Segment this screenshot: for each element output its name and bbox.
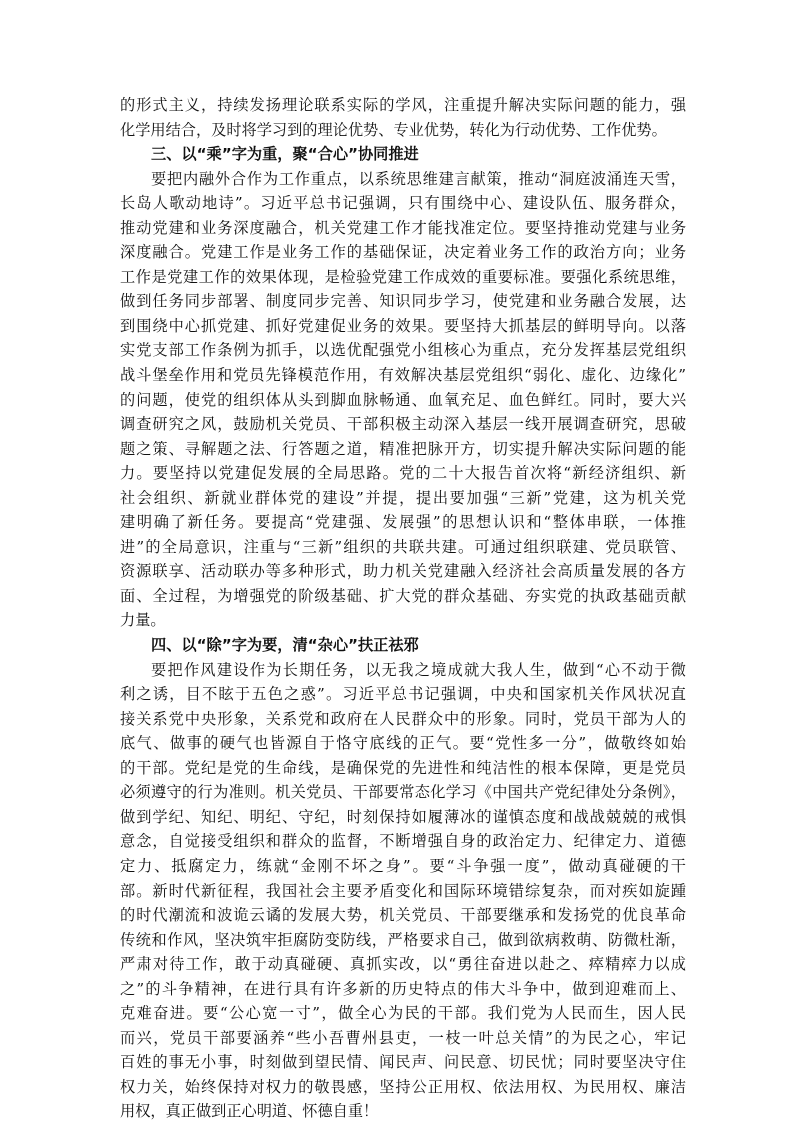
body-text-line: 社会组织、新就业群体党的建设”并提，提出要加强“三新”党建，这为机关党 [120, 488, 686, 507]
body-text-line: 工作是党建工作的效果体现，是检验党建工作成效的重要标准。要强化系统思维， [120, 267, 686, 286]
body-text-line: 的干部。党纪是党的生命线，是确保党的先进性和纯洁性的根本保障，更是党员 [120, 758, 686, 777]
body-text-line: 严肃对待工作，敢于动真碰硬、真抓实改，以“勇往奋进以赴之、瘁精瘁力以成 [120, 955, 686, 974]
body-text-line: 推动党建和业务深度融合，机关党建工作才能找准定位。要坚持推动党建与业务 [120, 218, 686, 237]
document-page [120, 93, 686, 1124]
body-text-line: 利之诱，目不眩于五色之惑”。习近平总书记强调，中央和国家机关作风状况直 [120, 685, 686, 704]
body-text-line: 的问题，使党的组织体从头到脚血脉畅通、血氧充足、血色鲜红。同时，要大兴 [120, 390, 686, 409]
body-text-line: 之”的斗争精神，在进行具有许多新的历史特点的伟大斗争中，做到迎难而上、 [120, 979, 686, 998]
body-text-line: 要把内融外合作为工作重点，以系统思维建言献策，推动“洞庭波涌连天雪， [151, 169, 686, 188]
body-text-line: 深度融合。党建工作是业务工作的基础保证，决定着业务工作的政治方向；业务 [120, 243, 686, 262]
body-text-line: 克难奋进。要“公心宽一寸”，做全心为民的干部。我们党为人民而生，因人民 [120, 1004, 686, 1023]
body-text-line: 实党支部工作条例为抓手，以选优配强党小组核心为重点，充分发挥基层党组织 [120, 341, 686, 360]
body-text-line: 接关系党中央形象，关系党和政府在人民群众中的形象。同时，党员干部为人的 [120, 709, 686, 728]
body-text-line: 做到任务同步部署、制度同步完善、知识同步学习，使党建和业务融合发展，达 [120, 292, 686, 311]
section-heading-3: 三、以“乘”字为重，聚“合心”协同推进 [151, 145, 419, 164]
body-text-line: 战斗堡垒作用和党员先锋模范作用，有效解决基层党组织“弱化、虚化、边缘化” [120, 366, 686, 385]
body-text-line: 百姓的事无小事，时刻做到望民情、闻民声、问民意、切民忧；同时要坚决守住 [120, 1053, 686, 1072]
body-text-line: 的时代潮流和波诡云谲的发展大势，机关党员、干部要继承和发扬党的优良革命 [120, 906, 686, 925]
body-text-line: 权力关，始终保持对权力的敬畏感，坚持公正用权、依法用权、为民用权、廉洁 [120, 1077, 686, 1096]
body-text-line: 调查研究之风，鼓励机关党员、干部积极主动深入基层一线开展调查研究，思破 [120, 415, 686, 434]
body-text-line: 资源联享、活动联办等多种形式，助力机关党建融入经济社会高质量发展的各方 [120, 562, 686, 581]
body-text-line: 定力、抵腐定力，练就“金刚不坏之身”。要“斗争强一度”，做动真碰硬的干 [120, 856, 686, 875]
body-text-line: 力量。 [120, 611, 166, 630]
body-text-line: 建明确了新任务。要提高“党建强、发展强”的思想认识和“整体串联，一体推 [120, 513, 686, 532]
body-text-line: 必须遵守的行为准则。机关党员、干部要常态化学习《中国共产党纪律处分条例》， [120, 783, 686, 802]
section-heading-4: 四、以“除”字为要，清“杂心”扶正祛邪 [151, 636, 419, 655]
body-text-line: 进”的全局意识，注重与“三新”组织的共联共建。可通过组织联建、党员联管、 [120, 537, 686, 556]
body-text-line: 力。要坚持以党建促发展的全局思路。党的二十大报告首次将“新经济组织、新 [120, 464, 686, 483]
body-text-line: 传统和作风，坚决筑牢拒腐防变防线，严格要求自己，做到欲病救萌、防微杜渐， [120, 930, 686, 949]
body-text-line: 意念，自觉接受组织和群众的监督，不断增强自身的政治定力、纪律定力、道德 [120, 832, 686, 851]
body-text-line: 的形式主义，持续发扬理论联系实际的学风，注重提升解决实际问题的能力，强 [120, 96, 686, 114]
body-text-line: 化学用结合，及时将学习到的理论优势、专业优势，转化为行动优势、工作优势。 [120, 120, 667, 139]
body-text-line: 做到学纪、知纪、明纪、守纪，时刻保持如履薄冰的谨慎态度和战战兢兢的戒惧 [120, 807, 686, 826]
body-text-line: 面、全过程，为增强党的阶级基础、扩大党的群众基础、夯实党的执政基础贡献 [120, 586, 686, 605]
body-text-line: 要把作风建设作为长期任务，以无我之境成就大我人生，做到“心不动于微 [151, 660, 686, 679]
body-text-line: 而兴，党员干部要涵养“些小吾曹州县吏，一枝一叶总关情”的为民之心，牢记 [120, 1028, 686, 1047]
body-text-line: 长岛人歌动地诗”。习近平总书记强调，只有围绕中心、建设队伍、服务群众， [120, 194, 686, 213]
body-text-line: 题之策、寻解题之法、行答题之道，精准把脉开方，切实提升解决实际问题的能 [120, 439, 686, 458]
body-text-line: 用权，真正做到正心明道、怀德自重！ [120, 1102, 379, 1121]
body-text-line: 部。新时代新征程，我国社会主要矛盾变化和国际环境错综复杂，而对疾如旋踵 [120, 881, 686, 900]
body-text-line: 底气、做事的硬气也皆源自于恪守底线的正气。要“党性多一分”，做敬终如始 [120, 734, 686, 753]
body-text-line: 到围绕中心抓党建、抓好党建促业务的效果。要坚持大抓基层的鲜明导向。以落 [120, 316, 686, 335]
